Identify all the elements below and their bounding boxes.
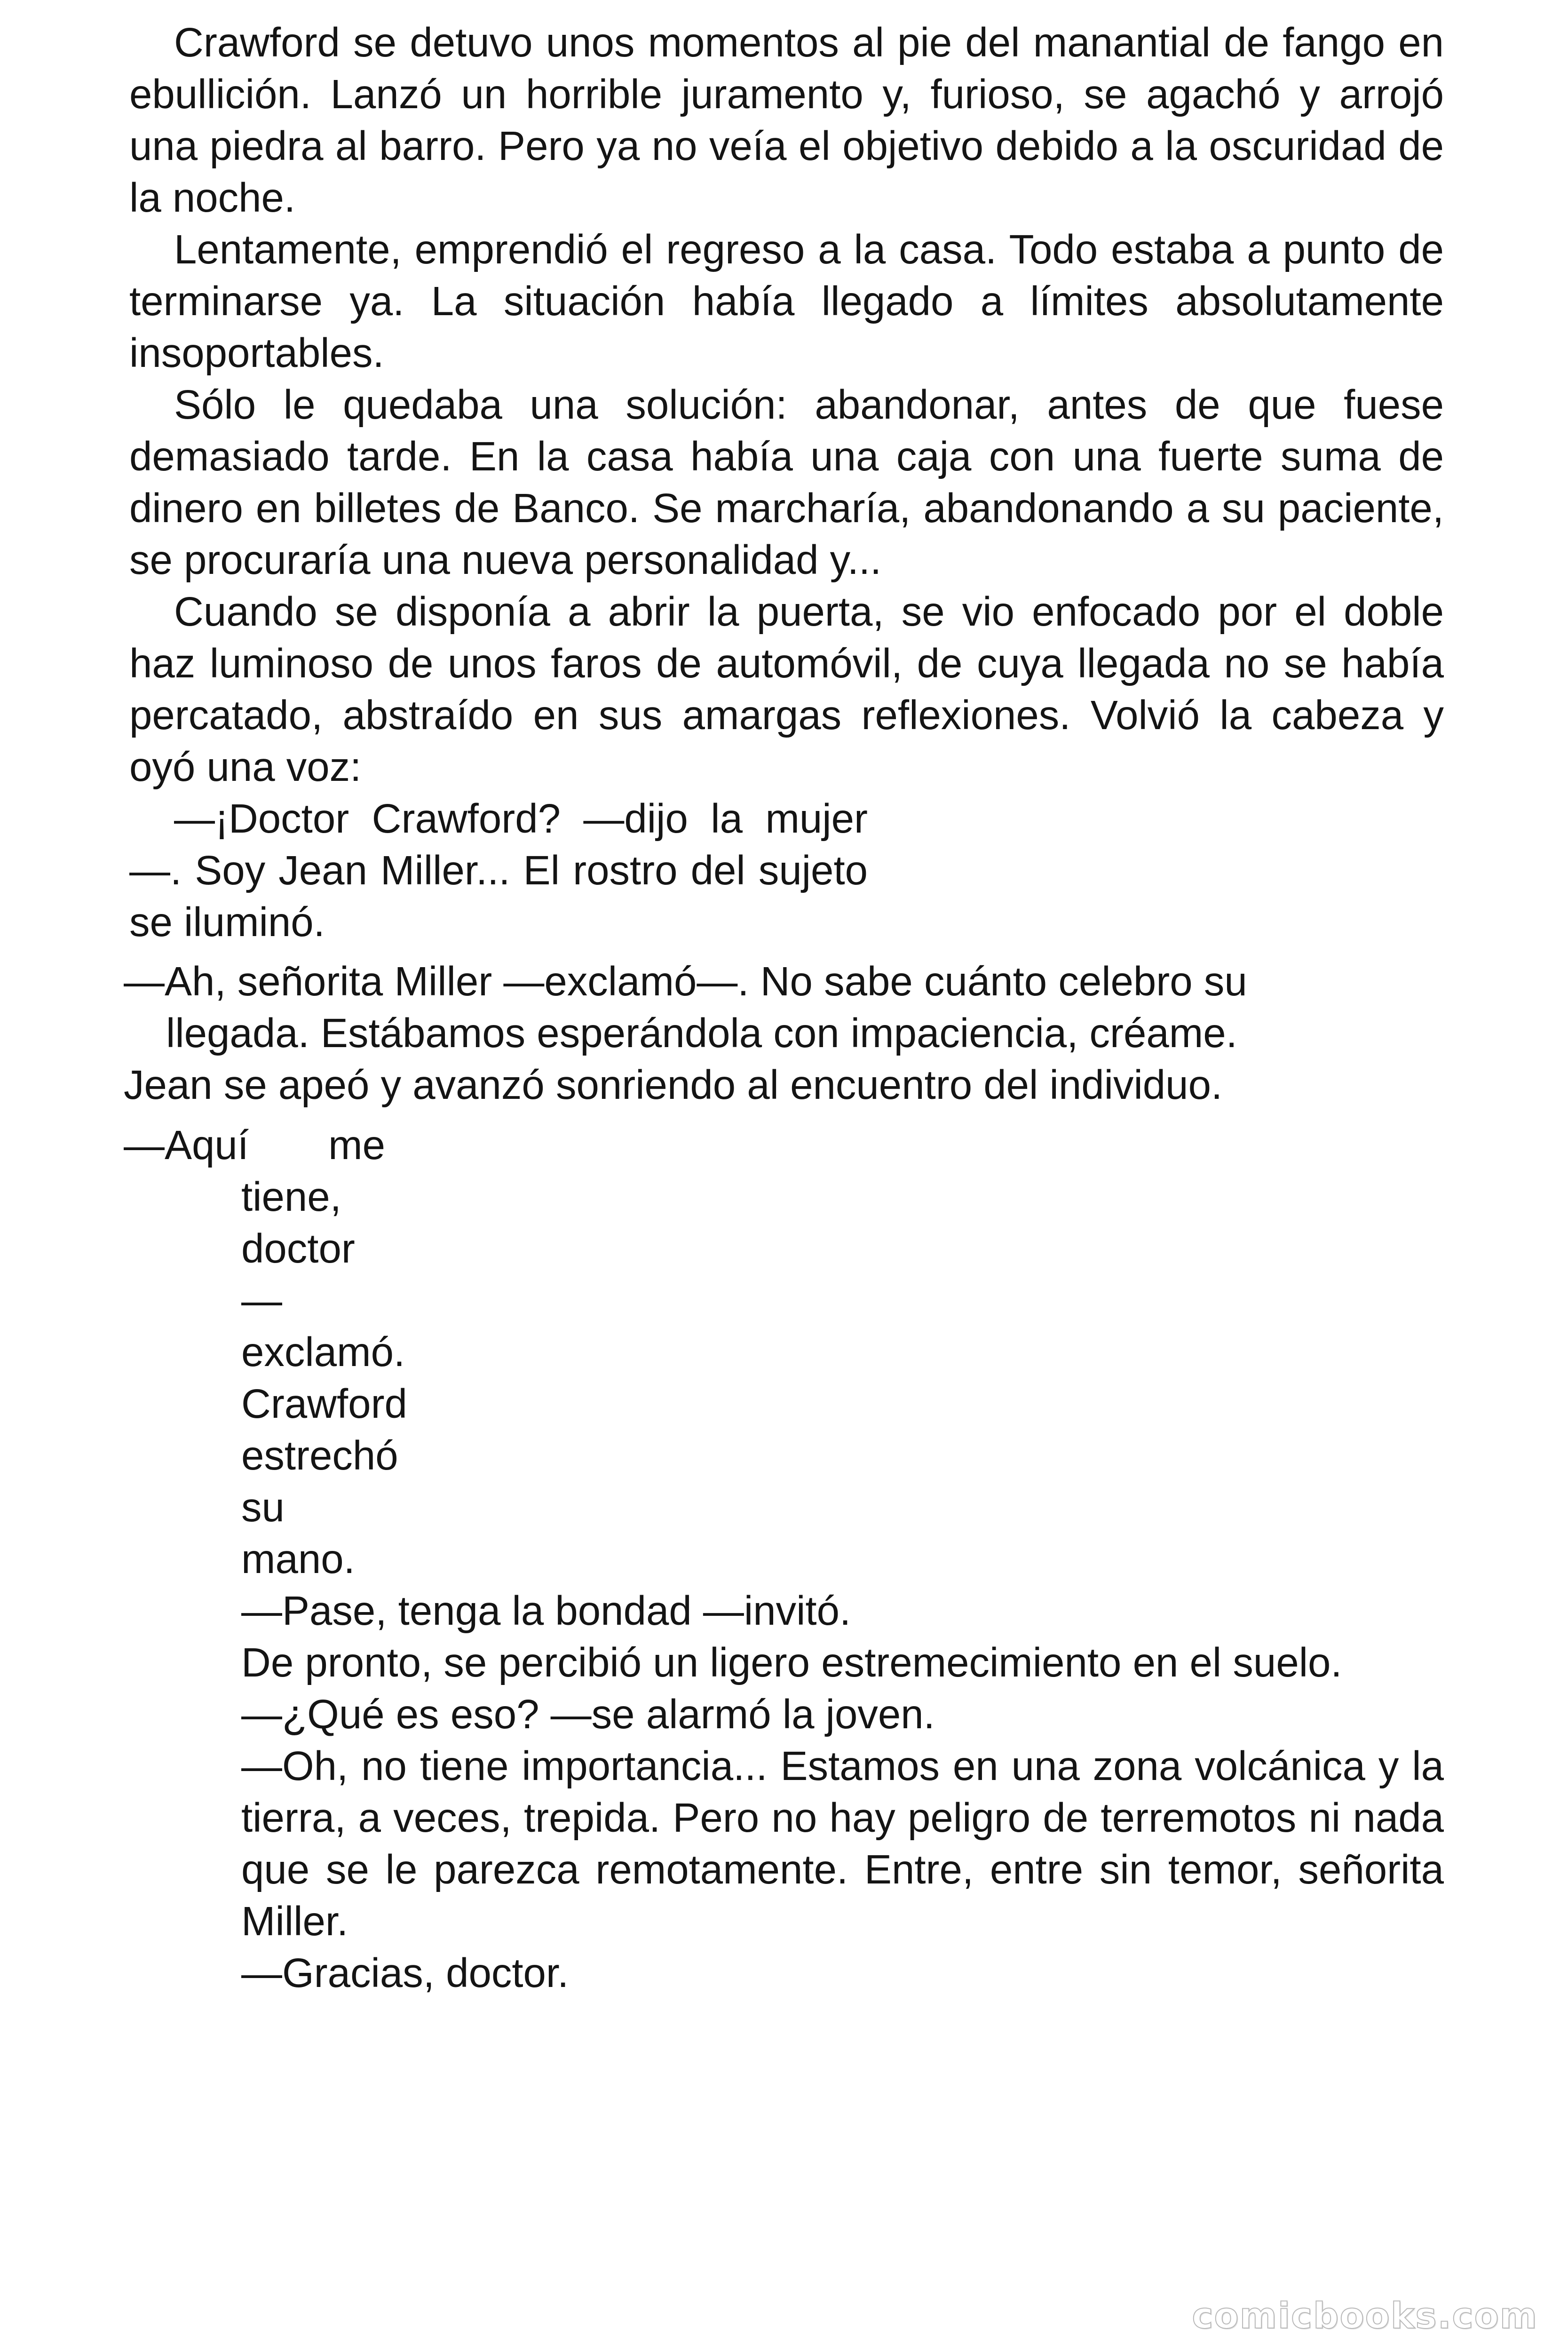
- column-word: estrechó: [241, 1433, 398, 1478]
- paragraph-13: —Gracias, doctor.: [241, 1950, 569, 1996]
- column-word: exclamó.: [241, 1329, 405, 1375]
- watermark-logo: comicbooks.com: [1192, 2295, 1538, 2336]
- column-word: mano.: [241, 1536, 355, 1582]
- paragraph-6-first-line: —Ah, señorita Miller —exclamó—. No sabe cuánto celebro su: [124, 959, 1247, 1004]
- paragraph-8-lead: —Aquí me: [124, 1122, 386, 1168]
- paragraph-12: —Oh, no tiene importancia... Estamos en una zona volcánica y la tierra, a veces, trepida. Pero no hay peligro de terremotos ni nada que se le parezca remotamente. Entre, entre sin temor, señorita Miller.: [241, 1743, 1444, 1944]
- paragraph-10: De pronto, se percibió un ligero estremecimiento en el suelo.: [241, 1640, 1342, 1685]
- column-word: Crawford: [241, 1381, 407, 1427]
- column-word: —: [241, 1278, 282, 1323]
- column-word: tiene,: [241, 1174, 341, 1220]
- paragraph-7: Jean se apeó y avanzó sonriendo al encuentro del individuo.: [124, 1062, 1223, 1108]
- paragraph-6-dialogue: [124, 956, 1444, 1059]
- paragraph-9: —Pase, tenga la bondad —invitó.: [241, 1588, 851, 1634]
- paragraph-11: —¿Qué es eso? —se alarmó la joven.: [241, 1692, 935, 1737]
- paragraph-6-rest: llegada. Estábamos esperándola con impaciencia, créame.: [166, 1010, 1237, 1056]
- page-text: [124, 17, 1444, 1999]
- paragraph-1: Crawford se detuvo unos momentos al pie del manantial de fango en ebullición. Lanzó un horrible juramento y, furioso, se agachó y arrojó una piedra al barro. Pero ya no veía el objetivo debido a la oscuridad de la noche.: [129, 20, 1444, 221]
- paragraph-4: Cuando se disponía a abrir la puerta, se vio enfocado por el doble haz luminoso de unos faros de automóvil, de cuya llegada no se había percatado, abstraído en sus amargas reflexiones. Volvió la cabeza y oyó una voz:: [129, 589, 1444, 790]
- paragraph-2: Lentamente, emprendió el regreso a la casa. Todo estaba a punto de terminarse ya. La situación había llegado a límites absolutamente insoportables.: [129, 227, 1444, 376]
- paragraph-5-dialogue: —¡Doctor Crawford? —dijo la mujer —. Soy Jean Miller... El rostro del sujeto se iluminó.: [129, 796, 868, 945]
- column-word: su: [241, 1485, 285, 1530]
- paragraph-8-column: [241, 1171, 1444, 1999]
- column-word: doctor: [241, 1226, 355, 1271]
- paragraph-3: Sólo le quedaba una solución: abandonar, antes de que fuese demasiado tarde. En la casa había una caja con una fuerte suma de dinero en billetes de Banco. Se marcharía, abandonando a su paciente, se procuraría una nueva personalidad y...: [129, 382, 1444, 583]
